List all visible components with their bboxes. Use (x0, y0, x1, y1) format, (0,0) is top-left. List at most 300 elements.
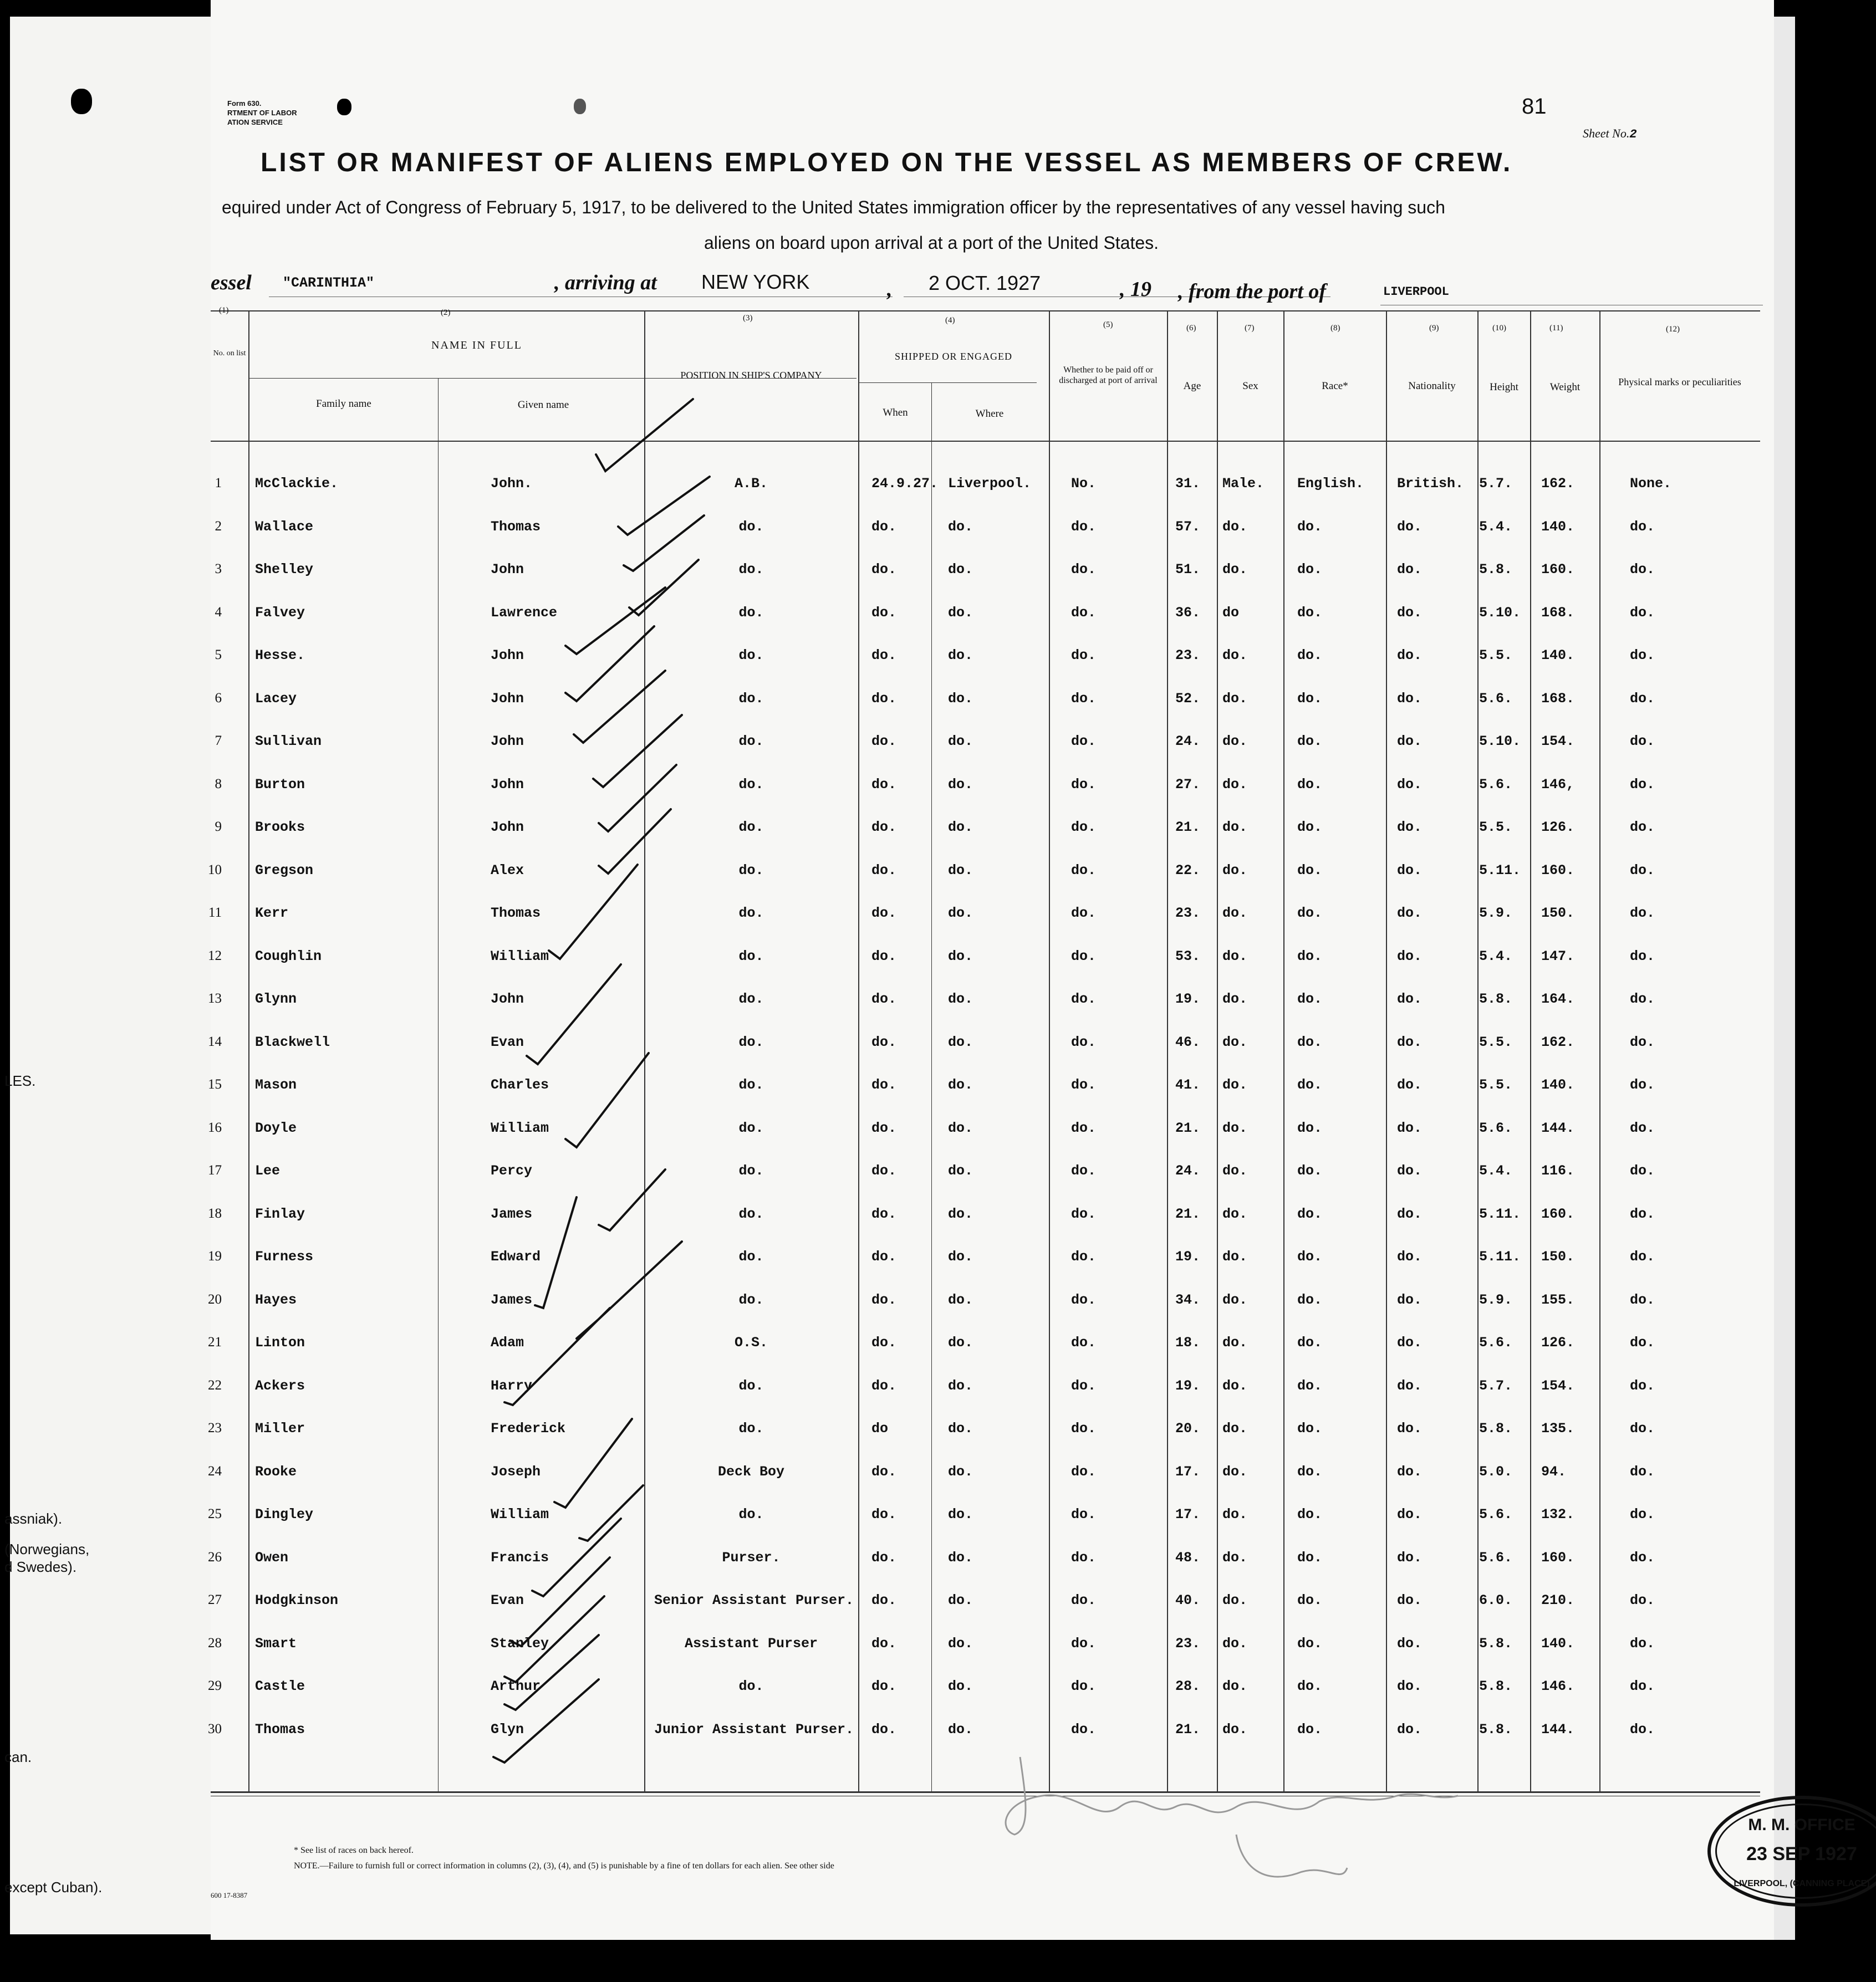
family-name-cell: Coughlin (255, 948, 322, 964)
given-name-cell: John (491, 991, 524, 1007)
row-number: 2 (215, 519, 222, 534)
race-cell: do. (1297, 1378, 1323, 1394)
check-mark-icon (549, 865, 638, 959)
col-header-marks: Physical marks or peculiarities (1618, 376, 1741, 387)
nationality-cell: do. (1397, 519, 1423, 535)
physical-marks-cell: do. (1630, 1592, 1655, 1608)
nationality-cell: do. (1397, 1592, 1423, 1608)
check-mark-icon (565, 1053, 649, 1147)
sex-cell: do. (1222, 1722, 1248, 1738)
nationality-cell: do. (1397, 991, 1423, 1007)
position-cell: do. (738, 647, 764, 663)
family-name-cell: Hesse. (255, 647, 305, 663)
shipped-where-cell: do. (948, 905, 973, 921)
family-name-cell: Brooks (255, 819, 305, 835)
height-cell: 5.6. (1479, 1550, 1513, 1566)
age-cell: 22. (1175, 862, 1201, 878)
physical-marks-cell: do. (1630, 647, 1655, 663)
paid-off-cell: do. (1071, 1163, 1097, 1179)
height-cell: 5.8. (1479, 991, 1513, 1007)
weight-cell: 155. (1541, 1292, 1575, 1308)
age-cell: 28. (1175, 1678, 1201, 1694)
given-name-cell: Edward (491, 1249, 541, 1265)
paid-off-cell: do. (1071, 862, 1097, 878)
sex-cell: do. (1222, 777, 1248, 793)
family-name-cell: Finlay (255, 1206, 305, 1222)
shipped-when-cell: do. (871, 561, 897, 578)
given-name-cell: Glyn (491, 1722, 524, 1738)
row-number: 3 (215, 561, 222, 576)
height-cell: 5.10. (1479, 605, 1521, 621)
page-title: LIST OR MANIFEST OF ALIENS EMPLOYED ON THE VESSEL AS MEMBERS OF CREW. (261, 148, 1513, 177)
check-mark-icon (535, 1197, 577, 1308)
weight-cell: 160. (1541, 561, 1575, 578)
nationality-cell: do. (1397, 1206, 1423, 1222)
sex-cell: do. (1222, 1249, 1248, 1265)
age-cell: 17. (1175, 1506, 1201, 1523)
family-name-cell: Hodgkinson (255, 1592, 339, 1608)
row-number: 1 (215, 476, 222, 491)
race-cell: do. (1297, 948, 1323, 964)
age-cell: 18. (1175, 1335, 1201, 1351)
shipped-where-cell: do. (948, 691, 973, 707)
col-header-height: Height (1490, 381, 1518, 393)
age-cell: 34. (1175, 1292, 1201, 1308)
shipped-where-cell: do. (948, 1249, 973, 1265)
position-cell: do. (738, 1077, 764, 1093)
height-cell: 5.5. (1479, 819, 1513, 835)
sex-cell: do. (1222, 1120, 1248, 1136)
age-cell: 51. (1175, 561, 1201, 578)
manifest-page (208, 0, 1870, 1940)
paid-off-cell: No. (1071, 476, 1097, 492)
weight-cell: 154. (1541, 1378, 1575, 1394)
shipped-where-cell: do. (948, 733, 973, 749)
race-cell: do. (1297, 1335, 1323, 1351)
shipped-when-cell: do. (871, 1550, 897, 1566)
nationality-cell: do. (1397, 1077, 1423, 1093)
row-number: 23 (208, 1421, 222, 1436)
physical-marks-cell: do. (1630, 1206, 1655, 1222)
given-name-cell: John (491, 777, 524, 793)
check-mark-icon (510, 1557, 610, 1646)
col-number: (9) (1429, 324, 1439, 333)
family-name-cell: Lee (255, 1163, 281, 1179)
paid-off-cell: do. (1071, 1722, 1097, 1738)
race-cell: do. (1297, 862, 1323, 878)
position-cell: O.S. (735, 1335, 768, 1351)
paid-off-cell: do. (1071, 519, 1097, 535)
family-name-cell: Wallace (255, 519, 314, 535)
print-code: 600 17-8387 (211, 1891, 248, 1899)
nationality-cell: do. (1397, 1550, 1423, 1566)
physical-marks-cell: do. (1630, 1421, 1655, 1437)
sheet-number: Sheet No.2 (1583, 126, 1637, 141)
nationality-cell: do. (1397, 733, 1423, 749)
race-cell: do. (1297, 605, 1323, 621)
sex-cell: do. (1222, 647, 1248, 663)
physical-marks-cell: do. (1630, 862, 1655, 878)
family-name-cell: Gregson (255, 862, 314, 878)
shipped-where-cell: do. (948, 1292, 973, 1308)
weight-cell: 168. (1541, 691, 1575, 707)
height-cell: 5.6. (1479, 777, 1513, 793)
nationality-cell: do. (1397, 1120, 1423, 1136)
age-cell: 19. (1175, 991, 1201, 1007)
paid-off-cell: do. (1071, 819, 1097, 835)
shipped-where-cell: do. (948, 1636, 973, 1652)
sex-cell: do. (1222, 1077, 1248, 1093)
paid-off-cell: do. (1071, 561, 1097, 578)
physical-marks-cell: None. (1630, 476, 1672, 492)
given-name-cell: John (491, 733, 524, 749)
check-mark-icon (624, 515, 704, 571)
race-cell: do. (1297, 1722, 1323, 1738)
physical-marks-cell: do. (1630, 519, 1655, 535)
paid-off-cell: do. (1071, 1592, 1097, 1608)
check-mark-icon (565, 626, 654, 701)
shipped-where-cell: do. (948, 1678, 973, 1694)
race-cell: do. (1297, 1678, 1323, 1694)
weight-cell: 162. (1541, 476, 1575, 492)
position-cell: A.B. (735, 476, 768, 492)
shipped-when-cell: do. (871, 1249, 897, 1265)
age-cell: 40. (1175, 1592, 1201, 1608)
physical-marks-cell: do. (1630, 1636, 1655, 1652)
age-cell: 46. (1175, 1034, 1201, 1050)
family-name-cell: Thomas (255, 1722, 305, 1738)
paid-off-cell: do. (1071, 605, 1097, 621)
family-name-cell: Miller (255, 1421, 305, 1437)
height-cell: 5.8. (1479, 1421, 1513, 1437)
weight-cell: 162. (1541, 1034, 1575, 1050)
race-cell: do. (1297, 519, 1323, 535)
given-name-cell: James (491, 1292, 533, 1308)
weight-cell: 132. (1541, 1506, 1575, 1523)
physical-marks-cell: do. (1630, 819, 1655, 835)
row-number: 25 (208, 1506, 222, 1521)
weight-cell: 150. (1541, 1249, 1575, 1265)
page-number: 81 (1522, 94, 1547, 119)
physical-marks-cell: do. (1630, 1335, 1655, 1351)
physical-marks-cell: do. (1630, 777, 1655, 793)
age-cell: 20. (1175, 1421, 1201, 1437)
race-cell: do. (1297, 691, 1323, 707)
age-cell: 23. (1175, 1636, 1201, 1652)
underpage-fragment: d Swedes). (4, 1559, 77, 1575)
given-name-cell: William (491, 1506, 549, 1523)
sex-cell: do. (1222, 1636, 1248, 1652)
weight-cell: 168. (1541, 605, 1575, 621)
col-number: (10) (1492, 324, 1506, 333)
race-cell: do. (1297, 733, 1323, 749)
col-number: (1) (219, 306, 229, 315)
age-cell: 17. (1175, 1464, 1201, 1480)
shipped-where-cell: do. (948, 1163, 973, 1179)
weight-cell: 140. (1541, 1077, 1575, 1093)
height-cell: 5.8. (1479, 1636, 1513, 1652)
row-number: 21 (208, 1335, 222, 1350)
position-cell: do. (738, 777, 764, 793)
family-name-cell: Rooke (255, 1464, 297, 1480)
paid-off-cell: do. (1071, 1678, 1097, 1694)
position-cell: do. (738, 733, 764, 749)
family-name-cell: Burton (255, 777, 305, 793)
paid-off-cell: do. (1071, 1292, 1097, 1308)
position-cell: Deck Boy (718, 1464, 785, 1480)
sex-cell: do. (1222, 1206, 1248, 1222)
row-number: 24 (208, 1464, 222, 1479)
col-header-no: No. on list (213, 349, 246, 357)
weight-cell: 135. (1541, 1421, 1575, 1437)
paid-off-cell: do. (1071, 1120, 1097, 1136)
position-cell: do. (738, 1678, 764, 1694)
weight-cell: 140. (1541, 1636, 1575, 1652)
physical-marks-cell: do. (1630, 1292, 1655, 1308)
page-edge (1771, 17, 1795, 1940)
row-number: 5 (215, 647, 222, 662)
position-cell: do. (738, 1378, 764, 1394)
race-cell: do. (1297, 991, 1323, 1007)
given-name-cell: Alex (491, 862, 524, 878)
row-number: 30 (208, 1722, 222, 1736)
shipped-when-cell: do. (871, 1378, 897, 1394)
arriving-port: NEW YORK (701, 270, 810, 293)
family-name-cell: Sullivan (255, 733, 322, 749)
underlying-page (4, 17, 221, 1934)
nationality-cell: do. (1397, 691, 1423, 707)
row-number: 18 (208, 1206, 222, 1221)
given-name-cell: Frederick (491, 1421, 566, 1437)
family-name-cell: Lacey (255, 691, 297, 707)
physical-marks-cell: do. (1630, 561, 1655, 578)
shipped-where-cell: do. (948, 819, 973, 835)
weight-cell: 94. (1541, 1464, 1567, 1480)
family-name-cell: Owen (255, 1550, 289, 1566)
check-mark-icon (596, 399, 693, 471)
weight-cell: 146, (1541, 777, 1575, 793)
physical-marks-cell: do. (1630, 905, 1655, 921)
shipped-where-cell: do. (948, 1077, 973, 1093)
given-name-cell: Adam (491, 1335, 524, 1351)
sex-cell: do (1222, 605, 1240, 621)
signature-icon (1006, 1757, 1458, 1877)
physical-marks-cell: do. (1630, 1163, 1655, 1179)
position-cell: do. (738, 691, 764, 707)
age-cell: 23. (1175, 905, 1201, 921)
family-name-cell: Shelley (255, 561, 314, 578)
stamp-date: 23 SEP 1927 (1746, 1843, 1857, 1864)
shipped-when-cell: do (871, 1421, 889, 1437)
position-cell: do. (738, 561, 764, 578)
age-cell: 53. (1175, 948, 1201, 964)
subtitle-line-1: equired under Act of Congress of February 5, 1917, to be delivered to the United States immigration officer by the representatives of any vessel having such (222, 197, 1445, 217)
family-name-cell: Glynn (255, 991, 297, 1007)
check-mark-icon (565, 588, 665, 654)
shipped-where-cell: do. (948, 605, 973, 621)
nationality-cell: do. (1397, 1464, 1423, 1480)
physical-marks-cell: do. (1630, 1077, 1655, 1093)
vessel-label: essel (211, 271, 252, 294)
family-name-cell: Linton (255, 1335, 305, 1351)
subtitle-line-2: aliens on board upon arrival at a port of the United States. (704, 233, 1159, 253)
height-cell: 5.8. (1479, 1722, 1513, 1738)
physical-marks-cell: do. (1630, 1378, 1655, 1394)
family-name-cell: McClackie. (255, 476, 339, 492)
position-cell: do. (738, 1506, 764, 1523)
height-cell: 5.11. (1479, 1249, 1521, 1265)
given-name-cell: John (491, 819, 524, 835)
col-number: (5) (1103, 320, 1113, 329)
height-cell: 5.7. (1479, 476, 1513, 492)
row-number: 14 (208, 1034, 222, 1049)
family-name-cell: Kerr (255, 905, 289, 921)
date-separator: , (887, 278, 893, 301)
shipped-when-cell: do. (871, 991, 897, 1007)
given-name-cell: Lawrence (491, 605, 558, 621)
physical-marks-cell: do. (1630, 1506, 1655, 1523)
sex-cell: do. (1222, 1678, 1248, 1694)
family-name-cell: Ackers (255, 1378, 305, 1394)
shipped-when-cell: do. (871, 1636, 897, 1652)
sex-cell: do. (1222, 1292, 1248, 1308)
col-number: (11) (1549, 324, 1563, 333)
family-name-cell: Hayes (255, 1292, 297, 1308)
col-header-race: Race* (1322, 380, 1348, 392)
age-cell: 19. (1175, 1378, 1201, 1394)
row-number: 10 (208, 862, 222, 877)
position-cell: do. (738, 1034, 764, 1050)
race-cell: do. (1297, 1034, 1323, 1050)
col-header-name: NAME IN FULL (431, 339, 522, 351)
sex-cell: do. (1222, 691, 1248, 707)
col-number: (6) (1186, 324, 1196, 333)
position-cell: do. (738, 519, 764, 535)
position-cell: Assistant Purser (685, 1636, 818, 1652)
underpage-fragment: can. (4, 1749, 32, 1765)
shipped-when-cell: do. (871, 1722, 897, 1738)
shipped-when-cell: do. (871, 1206, 897, 1222)
sex-cell: Male. (1222, 476, 1265, 492)
col-header-nationality: Nationality (1408, 380, 1456, 392)
shipped-when-cell: do. (871, 1592, 897, 1608)
weight-cell: 144. (1541, 1722, 1575, 1738)
row-number: 15 (208, 1077, 222, 1092)
physical-marks-cell: do. (1630, 948, 1655, 964)
physical-marks-cell: do. (1630, 733, 1655, 749)
family-name-cell: Doyle (255, 1120, 297, 1136)
height-cell: 5.6. (1479, 1506, 1513, 1523)
nationality-cell: do. (1397, 1506, 1423, 1523)
col-number: (4) (945, 316, 955, 325)
height-cell: 5.8. (1479, 561, 1513, 578)
nationality-cell: do. (1397, 948, 1423, 964)
paid-off-cell: do. (1071, 1506, 1097, 1523)
given-name-cell: John (491, 647, 524, 663)
col-header-position: POSITION IN SHIP'S COMPANY (680, 370, 822, 381)
position-cell: do. (738, 1206, 764, 1222)
height-cell: 5.8. (1479, 1678, 1513, 1694)
check-mark-icon (599, 1169, 665, 1230)
nationality-cell: do. (1397, 1722, 1423, 1738)
sex-cell: do. (1222, 519, 1248, 535)
height-cell: 5.5. (1479, 647, 1513, 663)
shipped-when-cell: do. (871, 1034, 897, 1050)
sex-cell: do. (1222, 1592, 1248, 1608)
nationality-cell: do. (1397, 1034, 1423, 1050)
sex-cell: do. (1222, 1163, 1248, 1179)
nationality-cell: do. (1397, 1163, 1423, 1179)
physical-marks-cell: do. (1630, 691, 1655, 707)
weight-cell: 154. (1541, 733, 1575, 749)
shipped-where-cell: do. (948, 1120, 973, 1136)
row-number: 11 (208, 905, 222, 920)
age-cell: 31. (1175, 476, 1201, 492)
paid-off-cell: do. (1071, 1421, 1097, 1437)
age-cell: 19. (1175, 1249, 1201, 1265)
age-cell: 48. (1175, 1550, 1201, 1566)
col-number: (12) (1666, 325, 1680, 334)
col-number: (3) (743, 314, 753, 323)
paid-off-cell: do. (1071, 777, 1097, 793)
shipped-when-cell: do. (871, 777, 897, 793)
height-cell: 5.4. (1479, 948, 1513, 964)
age-cell: 21. (1175, 819, 1201, 835)
check-marks (211, 0, 1774, 1940)
given-name-cell: Thomas (491, 905, 541, 921)
check-mark-icon (574, 671, 665, 743)
race-cell: English. (1297, 476, 1364, 492)
shipped-where-cell: do. (948, 1421, 973, 1437)
weight-cell: 150. (1541, 905, 1575, 921)
weight-cell: 140. (1541, 647, 1575, 663)
row-number: 19 (208, 1249, 222, 1264)
paid-off-cell: do. (1071, 647, 1097, 663)
shipped-where-cell: do. (948, 1722, 973, 1738)
height-cell: 5.10. (1479, 733, 1521, 749)
row-number: 13 (208, 991, 222, 1006)
sex-cell: do. (1222, 733, 1248, 749)
height-cell: 6.0. (1479, 1592, 1513, 1608)
weight-cell: 140. (1541, 519, 1575, 535)
row-number: 27 (208, 1592, 222, 1607)
row-number: 16 (208, 1120, 222, 1135)
height-cell: 5.0. (1479, 1464, 1513, 1480)
paid-off-cell: do. (1071, 991, 1097, 1007)
underpage-fragment: (Norwegians, (4, 1541, 90, 1557)
col-number: (2) (441, 308, 451, 317)
given-name-cell: John (491, 691, 524, 707)
row-number: 29 (208, 1678, 222, 1693)
race-cell: do. (1297, 777, 1323, 793)
col-header-sex: Sex (1242, 380, 1258, 392)
paid-off-cell: do. (1071, 948, 1097, 964)
family-name-cell: Mason (255, 1077, 297, 1093)
family-name-cell: Castle (255, 1678, 305, 1694)
race-cell: do. (1297, 1550, 1323, 1566)
physical-marks-cell: do. (1630, 1034, 1655, 1050)
nationality-cell: do. (1397, 647, 1423, 663)
shipped-when-cell: do. (871, 1077, 897, 1093)
weight-cell: 147. (1541, 948, 1575, 964)
shipped-where-cell: do. (948, 647, 973, 663)
physical-marks-cell: do. (1630, 1550, 1655, 1566)
sex-cell: do. (1222, 1335, 1248, 1351)
shipped-where-cell: do. (948, 948, 973, 964)
footnote-races: * See list of races on back hereof. (294, 1846, 414, 1855)
family-name-cell: Dingley (255, 1506, 314, 1523)
shipped-where-cell: do. (948, 1592, 973, 1608)
